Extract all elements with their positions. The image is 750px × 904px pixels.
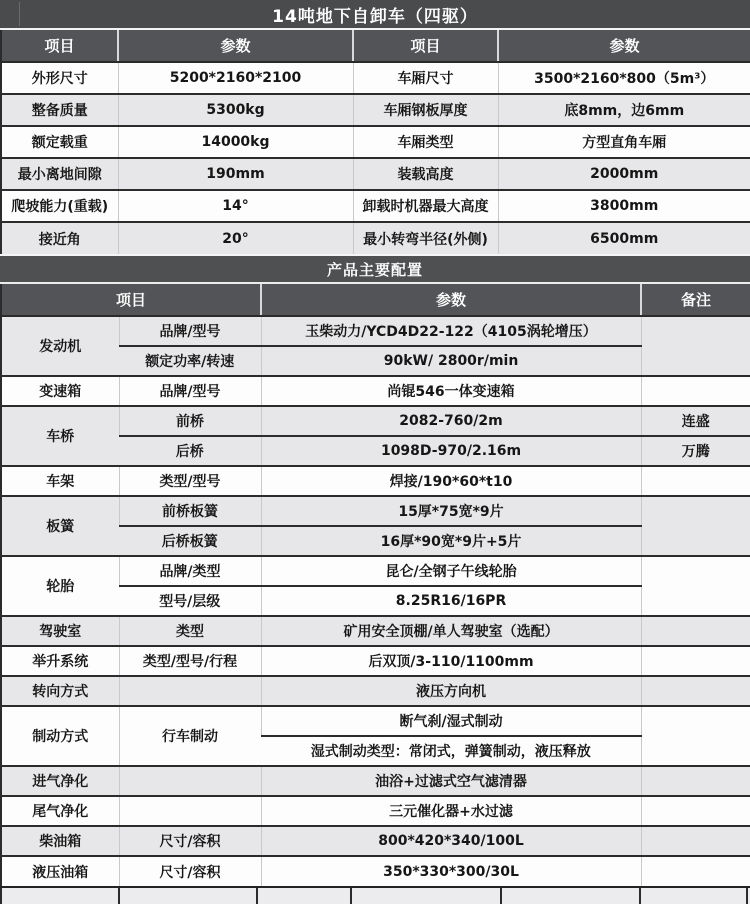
table-row: [1, 316, 750, 346]
remark-cell: [641, 856, 750, 886]
partial-cell: [502, 888, 641, 904]
sublabel-cell: 行车制动: [119, 706, 261, 766]
param-cell: 底8mm，边6mm: [498, 94, 750, 126]
item-label-cell: 外形尺寸: [1, 62, 118, 94]
remark-cell: [641, 376, 750, 406]
partial-cell: [258, 888, 352, 904]
param-cell: 3800mm: [498, 190, 750, 222]
remark-cell: [641, 796, 750, 826]
table-header-row: [1, 30, 750, 62]
item-label-cell: 转向方式: [1, 676, 119, 706]
param-cell: 玉柴动力/YCD4D22-122（4105涡轮增压）: [261, 316, 641, 346]
header-cell: 备注: [641, 284, 750, 316]
item-label-cell: 最小离地间隙: [1, 158, 118, 190]
config-table-header: [1, 284, 750, 316]
param-cell: 6500mm: [498, 222, 750, 254]
config-table-body: [1, 316, 750, 886]
item-label-cell: 液压油箱: [1, 856, 119, 886]
header-cell: 项目: [1, 30, 118, 62]
item-label-cell: 整备质量: [1, 94, 118, 126]
item-label-cell: 爬坡能力(重载): [1, 190, 118, 222]
param-cell: 方型直角车厢: [498, 126, 750, 158]
param-cell: 8.25R16/16PR: [261, 586, 641, 616]
param-cell: 矿用安全顶棚/单人驾驶室（选配）: [261, 616, 641, 646]
remark-cell: [641, 706, 750, 766]
table-header-row: [1, 284, 750, 316]
table-row: [1, 856, 750, 886]
item-label-cell: 变速箱: [1, 376, 119, 406]
param-cell: 液压方向机: [261, 676, 641, 706]
param-cell: 5300kg: [118, 94, 353, 126]
param-cell: 90kW/ 2800r/min: [261, 346, 641, 376]
table-row: [1, 616, 750, 646]
param-cell: 湿式制动类型：常闭式，弹簧制动，液压释放: [261, 736, 641, 766]
cutoff-next-row: [0, 886, 750, 904]
basic-spec-table-header: [1, 30, 750, 62]
param-cell: 尚锟546一体变速箱: [261, 376, 641, 406]
table-row: [1, 676, 750, 706]
sublabel-cell: [119, 796, 261, 826]
item-label-cell: 车厢钢板厚度: [353, 94, 498, 126]
sublabel-cell: 类型: [119, 616, 261, 646]
item-label-cell: 车架: [1, 466, 119, 496]
sheet-title-bar: [0, 0, 750, 30]
page-title: 14吨地下自卸车（四驱）: [272, 6, 478, 27]
header-cell: 项目: [1, 284, 261, 316]
sublabel-cell: 额定功率/转速: [119, 346, 261, 376]
sublabel-cell: 尺寸/容积: [119, 856, 261, 886]
item-label-cell: 车厢类型: [353, 126, 498, 158]
table-row: [1, 466, 750, 496]
item-label-cell: 驾驶室: [1, 616, 119, 646]
param-cell: 1098D-970/2.16m: [261, 436, 641, 466]
param-cell: 2082-760/2m: [261, 406, 641, 436]
sublabel-cell: 品牌/类型: [119, 556, 261, 586]
remark-cell: [641, 556, 750, 616]
item-label-cell: 最小转弯半径(外侧): [353, 222, 498, 254]
basic-spec-table-body: [1, 62, 750, 254]
section-title-bar: [0, 254, 750, 284]
item-label-cell: 卸载时机器最大高度: [353, 190, 498, 222]
item-label-cell: 进气净化: [1, 766, 119, 796]
sublabel-cell: 后桥: [119, 436, 261, 466]
header-cell: 项目: [353, 30, 498, 62]
remark-cell: [641, 676, 750, 706]
param-cell: 3500*2160*800（5m³）: [498, 62, 750, 94]
basic-spec-table: [0, 30, 750, 254]
remark-cell: [641, 616, 750, 646]
remark-cell: [641, 496, 750, 556]
param-cell: 190mm: [118, 158, 353, 190]
table-row: [1, 126, 750, 158]
item-label-cell: 装载高度: [353, 158, 498, 190]
sublabel-cell: 类型/型号: [119, 466, 261, 496]
sublabel-cell: 品牌/型号: [119, 376, 261, 406]
table-row: [1, 496, 750, 526]
item-label-cell: 尾气净化: [1, 796, 119, 826]
remark-cell: [641, 766, 750, 796]
param-cell: 5200*2160*2100: [118, 62, 353, 94]
sublabel-cell: 品牌/型号: [119, 316, 261, 346]
param-cell: 20°: [118, 222, 353, 254]
table-row: [1, 646, 750, 676]
sublabel-cell: 前桥板簧: [119, 496, 261, 526]
header-cell: 参数: [261, 284, 641, 316]
item-label-cell: 轮胎: [1, 556, 119, 616]
param-cell: 2000mm: [498, 158, 750, 190]
table-row: [1, 62, 750, 94]
sublabel-cell: 尺寸/容积: [119, 826, 261, 856]
param-cell: 14°: [118, 190, 353, 222]
item-label-cell: 接近角: [1, 222, 118, 254]
param-cell: 15厚*75宽*9片: [261, 496, 641, 526]
sublabel-cell: [119, 676, 261, 706]
remark-cell: [641, 316, 750, 376]
remark-cell: 连盛: [641, 406, 750, 436]
item-label-cell: 发动机: [1, 316, 119, 376]
remark-cell: [641, 826, 750, 856]
table-row: [1, 158, 750, 190]
item-label-cell: 车厢尺寸: [353, 62, 498, 94]
remark-cell: [641, 646, 750, 676]
sublabel-cell: 型号/层级: [119, 586, 261, 616]
table-row: [1, 706, 750, 736]
config-table: [0, 284, 750, 886]
partial-cell: [120, 888, 258, 904]
item-label-cell: 举升系统: [1, 646, 119, 676]
header-cell: 参数: [118, 30, 353, 62]
sublabel-cell: 后桥板簧: [119, 526, 261, 556]
param-cell: 焊接/190*60*t10: [261, 466, 641, 496]
table-row: [1, 796, 750, 826]
param-cell: 三元催化器+水过滤: [261, 796, 641, 826]
sublabel-cell: 类型/型号/行程: [119, 646, 261, 676]
param-cell: 800*420*340/100L: [261, 826, 641, 856]
table-row: [1, 190, 750, 222]
table-row: [1, 766, 750, 796]
table-row: [1, 94, 750, 126]
table-row: [1, 222, 750, 254]
header-cell: 参数: [498, 30, 750, 62]
table-row: [1, 406, 750, 436]
sublabel-cell: 前桥: [119, 406, 261, 436]
table-row: [1, 826, 750, 856]
partial-cell: [352, 888, 502, 904]
param-cell: 350*330*300/30L: [261, 856, 641, 886]
partial-cell: [641, 888, 748, 904]
param-cell: 后双顶/3-110/1100mm: [261, 646, 641, 676]
remark-cell: 万腾: [641, 436, 750, 466]
param-cell: 昆仑/全钢子午线轮胎: [261, 556, 641, 586]
param-cell: 14000kg: [118, 126, 353, 158]
item-label-cell: 车桥: [1, 406, 119, 466]
section-title: 产品主要配置: [326, 260, 423, 279]
item-label-cell: 柴油箱: [1, 826, 119, 856]
sublabel-cell: [119, 766, 261, 796]
remark-cell: [641, 466, 750, 496]
table-row: [1, 376, 750, 406]
item-label-cell: 板簧: [1, 496, 119, 556]
table-row: [1, 556, 750, 586]
partial-cell: [0, 888, 120, 904]
param-cell: 油浴+过滤式空气滤清器: [261, 766, 641, 796]
param-cell: 16厚*90宽*9片+5片: [261, 526, 641, 556]
item-label-cell: 额定载重: [1, 126, 118, 158]
param-cell: 断气刹/湿式制动: [261, 706, 641, 736]
item-label-cell: 制动方式: [1, 706, 119, 766]
